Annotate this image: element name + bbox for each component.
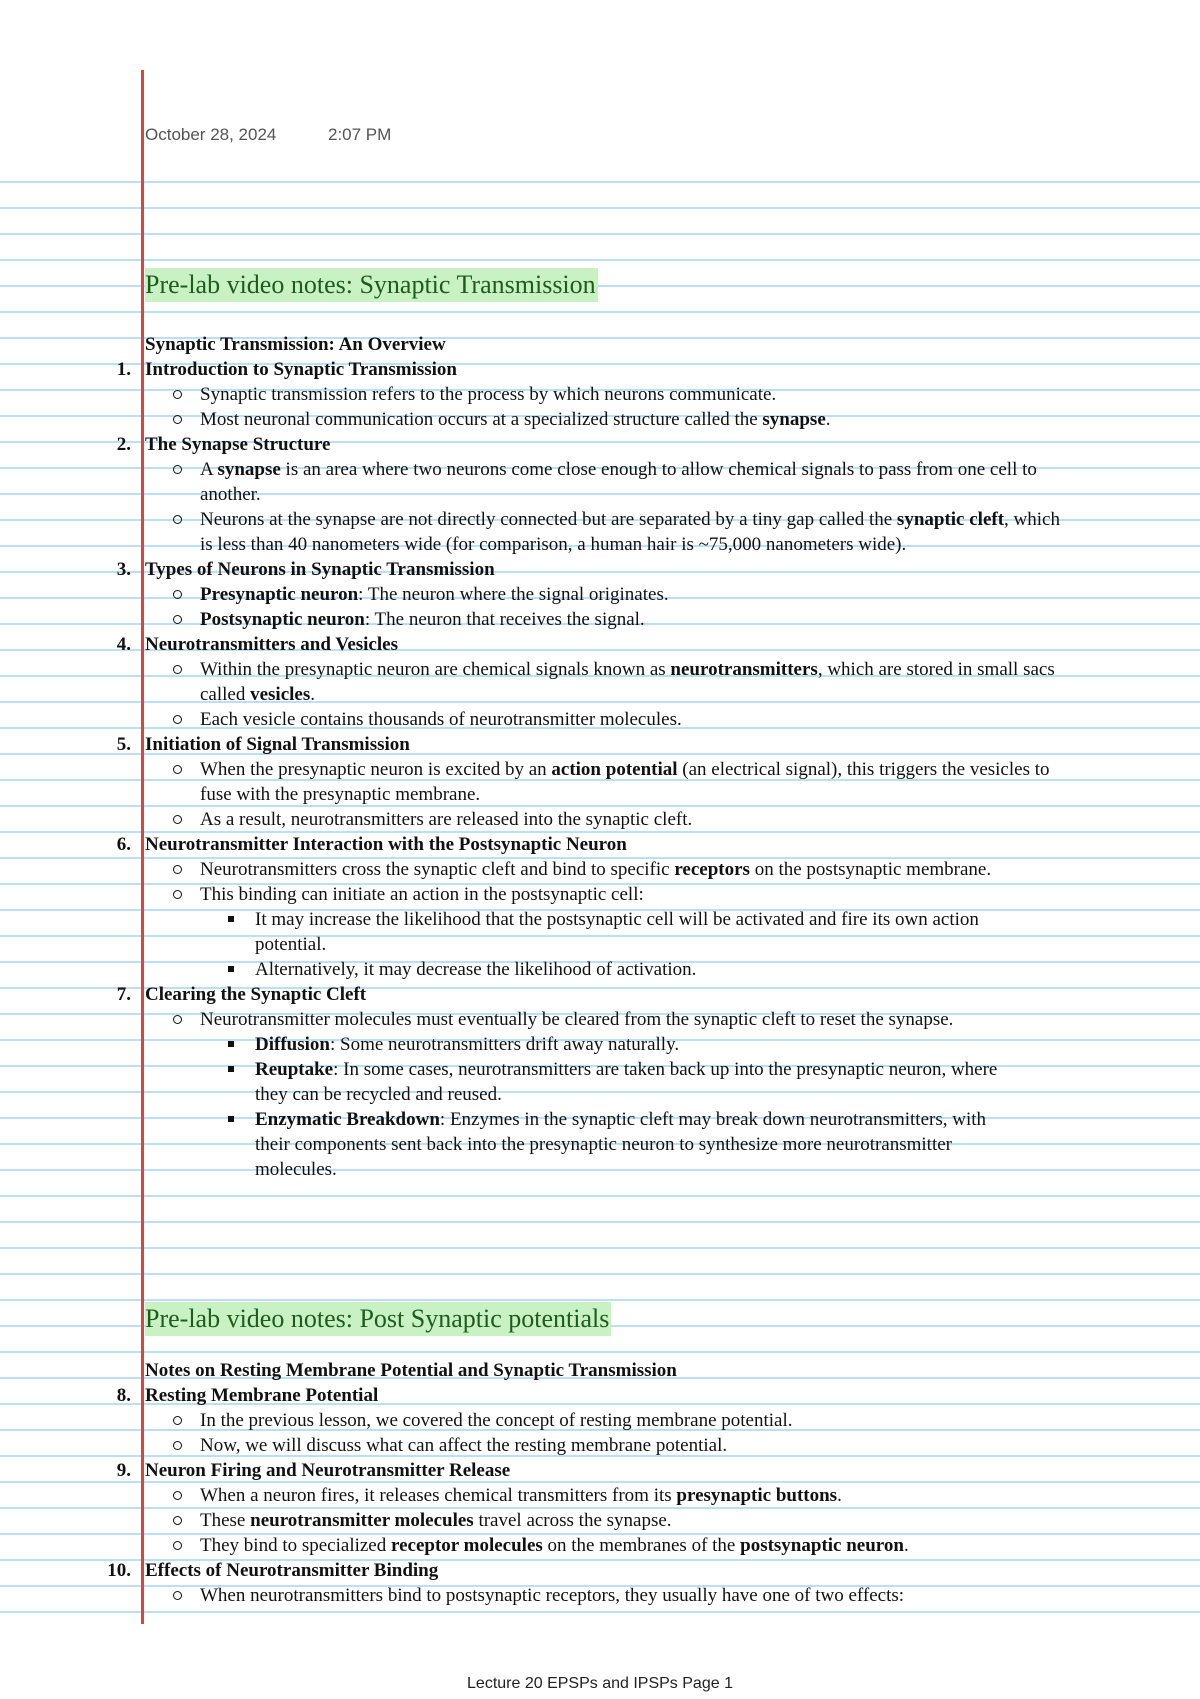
bullet-item: [145, 457, 1200, 507]
item-title: Effects of Neurotransmitter Binding: [145, 1560, 439, 1581]
text-run: Synaptic transmission refers to the process by which neurons communicate.: [200, 384, 777, 405]
bullet-list: [145, 382, 1200, 432]
bullet-text: [200, 607, 1060, 632]
text-run: Each vesicle contains thousands of neurotransmitter molecules.: [200, 709, 682, 730]
bold-term: Postsynaptic neuron: [200, 609, 365, 630]
bullet-text: [200, 657, 1060, 707]
item-title: Neurotransmitter Interaction with the Postsynaptic Neuron: [145, 834, 627, 855]
text-run: It may increase the likelihood that the postsynaptic cell will be activated and fire its own action potential.: [255, 909, 979, 955]
bullet-text: [200, 857, 1060, 882]
item-title: Resting Membrane Potential: [145, 1385, 379, 1406]
item-number: 10.: [107, 1560, 131, 1581]
bullet-text: [200, 382, 1060, 407]
item-title: Neuron Firing and Neurotransmitter Release: [145, 1460, 511, 1481]
bullet-item: [145, 1508, 1200, 1533]
bullet-text: [200, 1483, 1060, 1508]
bullet-item: [145, 507, 1200, 557]
bullet-item: [145, 657, 1200, 707]
bold-term: vesicles: [250, 684, 311, 705]
item-number: 9.: [116, 1460, 131, 1481]
list-item: [0, 1383, 1200, 1458]
bold-term: synapse: [762, 409, 826, 430]
text-run: Neurotransmitters cross the synaptic cleft and bind to specific: [200, 859, 675, 880]
section-synaptic-transmission: [0, 332, 1200, 1182]
text-run: In the previous lesson, we covered the concept of resting membrane potential.: [200, 1410, 793, 1431]
text-run: Alternatively, it may decrease the likelihood of activation.: [255, 959, 697, 980]
text-run: : Some neurotransmitters drift away naturally.: [329, 1034, 680, 1055]
item-title: Neurotransmitters and Vesicles: [145, 634, 398, 655]
bullet-list: [145, 757, 1200, 832]
bold-term: postsynaptic neuron: [740, 1535, 904, 1556]
list-item: [0, 1558, 1200, 1608]
section-heading-post-synaptic-potentials: Pre-lab video notes: Post Synaptic potentials: [145, 1302, 611, 1336]
bullet-text: [200, 1433, 1060, 1458]
bullet-item: [145, 1433, 1200, 1458]
bullet-text: [200, 457, 1060, 507]
page-footer: Lecture 20 EPSPs and IPSPs Page 1: [467, 1675, 733, 1692]
text-run: As a result, neurotransmitters are released into the synaptic cleft.: [200, 809, 693, 830]
bold-term: Diffusion: [255, 1034, 330, 1055]
item-number: 8.: [116, 1385, 131, 1406]
text-run: .: [310, 684, 316, 705]
text-run: When a neuron fires, it releases chemical transmitters from its: [200, 1485, 677, 1506]
bullet-list: [145, 457, 1200, 557]
text-run: on the membranes of the: [542, 1535, 741, 1556]
bold-term: presynaptic buttons: [676, 1485, 838, 1506]
bullet-item: [145, 857, 1200, 882]
sub-bullet-item: [200, 1032, 1060, 1057]
text-run: Neurotransmitter molecules must eventually be cleared from the synaptic cleft to reset the synapse.: [200, 1009, 954, 1030]
bullet-item: [145, 582, 1200, 607]
bullet-text: [200, 807, 1060, 832]
text-run: (an electrical signal), this triggers the vesicles to fuse with the presynaptic membrane.: [200, 759, 1050, 805]
section-heading-synaptic-transmission: Pre-lab video notes: Synaptic Transmission: [145, 268, 598, 302]
list-item: [0, 1458, 1200, 1558]
text-run: .: [837, 1485, 842, 1506]
text-run: Most neuronal communication occurs at a specialized structure called the: [200, 409, 763, 430]
text-run: They bind to specialized: [200, 1535, 391, 1556]
bullet-list: [145, 1408, 1200, 1458]
item-title: Initiation of Signal Transmission: [145, 734, 410, 755]
bullet-text: [200, 582, 1060, 607]
bullet-text: [200, 507, 1060, 557]
bullet-item: [145, 407, 1200, 432]
list-item: [0, 557, 1200, 632]
sub-bullet-item: [200, 907, 1060, 957]
list-item: [0, 432, 1200, 557]
bullet-item: [145, 757, 1200, 807]
bullet-item: [145, 382, 1200, 407]
list-item: [0, 832, 1200, 982]
sub-bullet-list: [200, 907, 1060, 982]
sub-bullet-list: [200, 1032, 1060, 1182]
item-title: Introduction to Synaptic Transmission: [145, 359, 457, 380]
item-number: 4.: [116, 634, 131, 655]
bullet-text: [200, 882, 1060, 907]
bullet-item: [145, 807, 1200, 832]
bullet-text: [200, 1583, 1060, 1608]
text-run: Within the presynaptic neuron are chemical signals known as: [200, 659, 671, 680]
bullet-item: [145, 1533, 1200, 1558]
bullet-item: [145, 707, 1200, 732]
bold-term: Presynaptic neuron: [200, 584, 359, 605]
bullet-text: [200, 707, 1060, 732]
bullet-text: [200, 757, 1060, 807]
item-title: The Synapse Structure: [145, 434, 331, 455]
item-title: Clearing the Synaptic Cleft: [145, 984, 367, 1005]
text-run: : In some cases, neurotransmitters are taken back up into the presynaptic neuron, where they can be recycled and reused.: [255, 1059, 998, 1105]
bold-term: Reuptake: [255, 1059, 334, 1080]
text-run: : The neuron where the signal originates.: [358, 584, 669, 605]
item-title: Types of Neurons in Synaptic Transmission: [145, 559, 495, 580]
bullet-list: [145, 857, 1200, 982]
text-run: Now, we will discuss what can affect the resting membrane potential.: [200, 1435, 728, 1456]
top-blank-area: [0, 0, 1200, 172]
item-number: 6.: [116, 834, 131, 855]
text-run: Neurons at the synapse are not directly connected but are separated by a tiny gap called the: [200, 509, 897, 530]
bullet-item: [145, 1408, 1200, 1433]
text-run: .: [825, 409, 831, 430]
text-run: on the postsynaptic membrane.: [749, 859, 992, 880]
bullet-item: [145, 1007, 1200, 1182]
text-run: These: [200, 1510, 251, 1531]
sub-bullet-item: [200, 1057, 1060, 1107]
text-run: : The neuron that receives the signal.: [364, 609, 645, 630]
bullet-list: [145, 1583, 1200, 1608]
bold-term: receptors: [674, 859, 750, 880]
list-item: [0, 732, 1200, 832]
sub-bullet-item: [200, 957, 1060, 982]
text-run: .: [903, 1535, 909, 1556]
bold-term: neurotransmitter molecules: [250, 1510, 474, 1531]
bullet-text: [200, 1007, 1060, 1032]
text-run: A: [200, 459, 218, 480]
list-item: [0, 632, 1200, 732]
text-run: , which are stored in small sacs called: [200, 659, 1055, 705]
section-post-synaptic-potentials: [0, 1358, 1200, 1608]
text-run: This binding can initiate an action in the postsynaptic cell:: [200, 884, 644, 905]
note-date: October 28, 2024: [145, 125, 277, 144]
bullet-text: [200, 1508, 1060, 1533]
bold-term: action potential: [551, 759, 678, 780]
item-number: 5.: [116, 734, 131, 755]
bold-term: synaptic cleft: [896, 509, 1005, 530]
numbered-list: [0, 1383, 1200, 1608]
bullet-item: [145, 1483, 1200, 1508]
note-time: 2:07 PM: [328, 125, 392, 144]
bullet-item: [145, 1583, 1200, 1608]
text-run: is an area where two neurons come close enough to allow chemical signals to pass from one cell to another.: [200, 459, 1037, 505]
text-run: When neurotransmitters bind to postsynaptic receptors, they usually have one of two effects:: [200, 1585, 905, 1606]
item-number: 2.: [116, 434, 131, 455]
bold-term: Enzymatic Breakdown: [255, 1109, 440, 1130]
bold-term: synapse: [217, 459, 281, 480]
bullet-text: [200, 1533, 1060, 1558]
text-run: , which is less than 40 nanometers wide (for comparison, a human hair is ~75,000 nanometers wide).: [200, 509, 1060, 555]
text-run: When the presynaptic neuron is excited by an: [200, 759, 552, 780]
list-item: [0, 982, 1200, 1182]
item-number: 7.: [116, 984, 131, 1005]
section-subtitle: Synaptic Transmission: An Overview: [145, 334, 446, 355]
bullet-list: [145, 1483, 1200, 1558]
bullet-list: [145, 657, 1200, 732]
text-run: travel across the synapse.: [473, 1510, 672, 1531]
text-run: : Enzymes in the synaptic cleft may break down neurotransmitters, with their components sent back into the presynaptic neuron to synthesize more neurotransmitter molecules.: [255, 1109, 987, 1180]
bold-term: receptor molecules: [391, 1535, 543, 1556]
bullet-text: [200, 1408, 1060, 1433]
sub-bullet-item: [200, 1107, 1060, 1182]
bullet-item: [145, 882, 1200, 982]
bold-term: neurotransmitters: [670, 659, 818, 680]
bullet-list: [145, 1007, 1200, 1182]
bullet-list: [145, 582, 1200, 632]
item-number: 3.: [116, 559, 131, 580]
numbered-list: [0, 357, 1200, 1182]
section-subtitle: Notes on Resting Membrane Potential and Synaptic Transmission: [145, 1360, 677, 1381]
bullet-item: [145, 607, 1200, 632]
item-number: 1.: [116, 359, 131, 380]
bullet-text: [200, 407, 1060, 432]
list-item: [0, 357, 1200, 432]
